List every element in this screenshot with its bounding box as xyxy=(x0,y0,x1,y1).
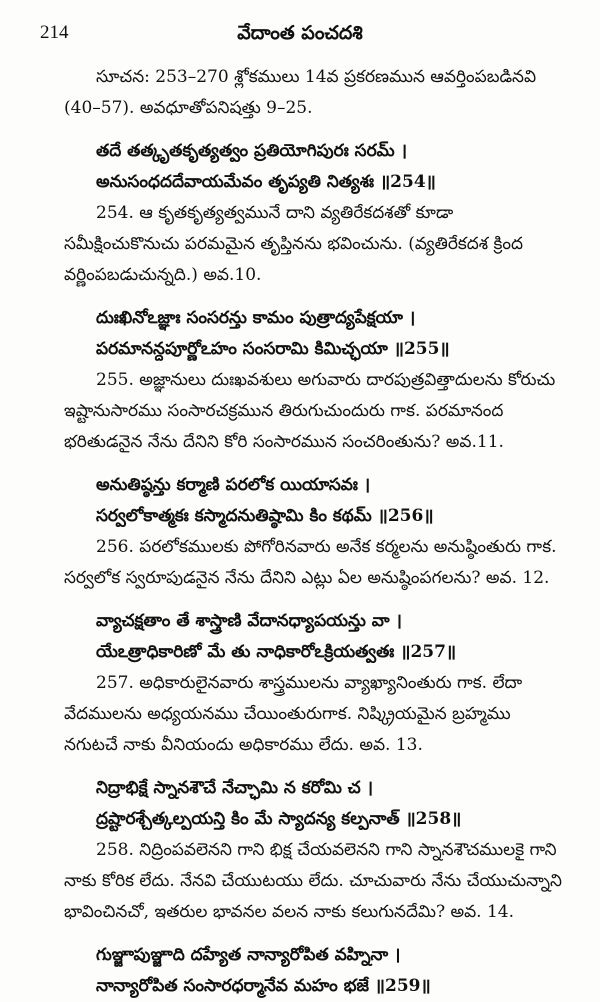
verse-255 xyxy=(64,303,564,458)
verse-254 xyxy=(64,136,564,291)
meaning-line: 254. ఆ కృతకృత్యత్వమునే దాని వ్యతిరేకదశతో కూడా xyxy=(96,203,454,223)
page-body xyxy=(64,62,564,1002)
note-line: సూచన: 253–270 శ్లోకములు 14వ ప్రకరణమున ఆవర్తింపబడినవి xyxy=(96,67,537,87)
meaning-line: భరితుడనైన నేను దేనిని కోరి సంసారమున సంచరింతును? అవ.11. xyxy=(64,432,504,452)
sloka-line: నిద్రాభిక్షే స్నానశౌచే నేచ్ఛామి న కరోమి చ । xyxy=(96,778,374,798)
meaning-line: సమీక్షించుకొనుచు పరమమైన తృప్తినను భవించును. (వ్యతిరేకదశ క్రింద xyxy=(64,234,524,254)
meaning-line: నగుటచే నాకు వీనియందు అధికారము లేదు. అవ. 13. xyxy=(64,735,423,755)
meaning-line: 255. అజ్ఞానులు దుఃఖవశులు అగువారు దారపుత్రవిత్తాదులను కోరుచు xyxy=(96,370,556,390)
meaning-line: 256. పరలోకములకు పోగోరినవారు అనేక కర్మలను అనుష్ఠింతురు గాక. xyxy=(96,537,557,557)
meaning-line: ఇష్టానుసారము సంసారచక్రమున తిరుగుచుందురు గాక. పరమానంద xyxy=(64,401,504,421)
meaning-line: నాకు కోరిక లేదు. నేనవి చేయుటయు లేదు. చూచువారు నేను చేయుచున్నాని xyxy=(64,871,562,891)
meaning-line: 257. అధికారులైనవారు శాస్త్రములను వ్యాఖ్యానింతురు గాక. లేదా xyxy=(96,673,523,693)
meaning-line: వర్ణింపబడుచున్నది.) అవ.10. xyxy=(64,265,262,285)
meaning-line: 258. నిద్రింపవలెనని గాని భిక్ష చేయవలెనని గాని స్నానశౌచములకై గాని xyxy=(96,840,557,860)
sloka-line: ద్రష్టారశ్చేత్కల్పయన్తి కిం మే స్యాదన్య కల్పనాత్ ॥258॥ xyxy=(96,809,462,829)
sloka-line: నాన్యారోపిత సంసారధర్మానేవ మహం భజే ॥259॥ xyxy=(96,976,431,996)
sloka-line: సర్వలోకాత్మకః కస్మాదనుతిష్ఠామి కిం కథమ్ ॥256॥ xyxy=(96,506,434,526)
book-title: వేదాంత పంచదశి xyxy=(237,22,363,44)
sloka-line: పరమానన్దపూర్ణోఽహం సంసరామి కిమిచ్ఛయా ॥255॥ xyxy=(96,339,450,359)
sloka-line: అనుసంధదదేవాయమేవం తృప్యతి నిత్యశః ॥254॥ xyxy=(96,172,436,192)
verse-256 xyxy=(64,470,564,594)
sloka-line: యేఽత్రాధికారిణో మే తు నాధికారోఽక్రియత్వతః ॥257॥ xyxy=(96,642,457,662)
sloka-line: తదే తత్కృతకృత్యత్వం ప్రతియోగిపురః సరమ్ । xyxy=(96,141,408,161)
meaning-line: వేదములను అధ్యయనము చేయింతురుగాక. నిష్క్రియమైన బ్రహ్మము xyxy=(64,704,511,724)
verse-259 xyxy=(64,940,564,1002)
sloka-line: వ్యాచక్షతాం తే శాస్త్రాణి వేదానధ్యాపయన్తు వా । xyxy=(96,611,402,631)
sloka-line: గుఞ్జాపుఞ్జాది దహ్యేత నాన్యారోపిత వహ్నినా । xyxy=(96,945,401,965)
meaning-line: సర్వలోక స్వరూపుడనైన నేను దేనిని ఎట్లు ఏల అనుష్ఠింపగలను? అవ. 12. xyxy=(64,568,550,588)
note xyxy=(64,62,564,124)
verse-257 xyxy=(64,606,564,761)
verse-258 xyxy=(64,773,564,928)
page-header xyxy=(40,22,560,50)
sloka-line: దుఃఖినోఽజ్ఞాః సంసరన్తు కామం పుత్రాద్యపేక్షయా । xyxy=(96,308,416,328)
note-line: (40–57). అవధూతోపనిషత్తు 9–25. xyxy=(64,98,313,118)
sloka-line: అనుతిష్ఠన్తు కర్మాణి పరలోక యియాసవః । xyxy=(96,475,371,495)
meaning-line: భావించినచో, ఇతరుల భావనల వలన నాకు కలుగునదేమి? అవ. 14. xyxy=(64,902,515,922)
page-number: 214 xyxy=(40,22,69,43)
